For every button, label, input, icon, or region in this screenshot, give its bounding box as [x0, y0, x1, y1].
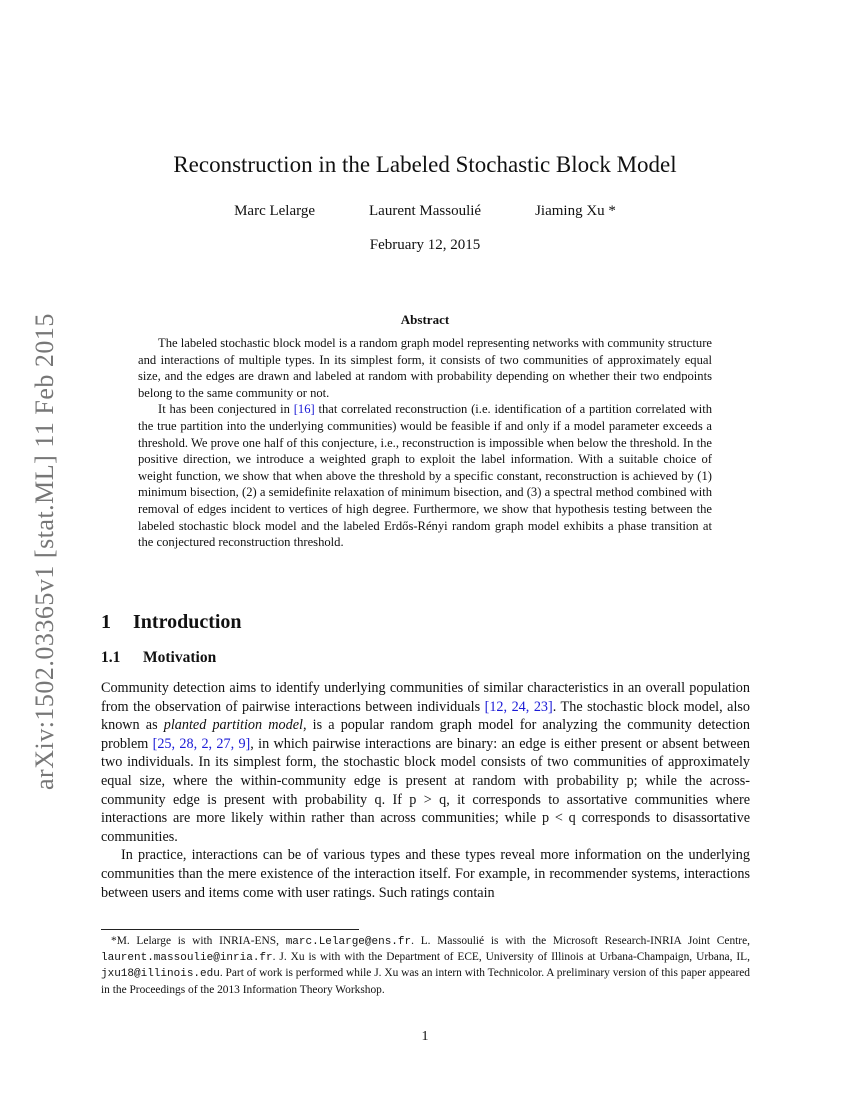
arxiv-identifier	[22, 290, 62, 790]
section-heading	[101, 611, 242, 634]
page-number: 1	[421, 1029, 429, 1044]
citation-link[interactable]: [16]	[293, 402, 315, 417]
footnote-rule	[101, 929, 359, 930]
citation-link[interactable]: [25, 28, 2, 27, 9]	[152, 735, 251, 752]
email-address: marc.Lelarge@ens.fr	[285, 936, 412, 948]
footnote-paragraph	[101, 934, 750, 998]
abstract-heading: Abstract	[400, 312, 450, 327]
body-text-run: . The stochastic block model, also known as	[101, 698, 750, 734]
abstract-text: that correlated reconstruction (i.e. identification of a partition correlated with the true partition into the underlying communities) would be feasible if and only if a model parameter exceeds a threshold. We prove one half of this conjecture, i.e., reconstruction is impossible when below the threshold. In the positive direction, we introduce a weighted graph to exploit the label information. With a suitable choice of weight function, we show that when above the threshold by a specific constant, reconstruction is achieved by (1) minimum bisection, (2) a semidefinite relaxation of minimum bisection, and (3) a spectral method combined with removal of edges incident to vertices of high degree. Furthermore, we show that hypothesis testing between the labeled stochastic block model and the labeled Erdős-Rényi random graph model exhibits a phase transition at the conjectured reconstruction threshold.	[138, 402, 713, 550]
author-name: Marc Lelarge	[234, 203, 316, 219]
author-name: Jiaming Xu *	[535, 203, 616, 219]
abstract-paragraph	[138, 401, 712, 550]
body-text-run: , in which pairwise interactions are binary: an edge is either present or absent between two individuals. In its simplest form, the stochastic block model consists of two communities of approximately equal size, where the within-community edge is present at random with probability p; while the across-community edge is present with probability q. If p > q, it corresponds to assortative communities where interactions are more likely within rather than across communities; while p < q corresponds to disassortative communities.	[101, 735, 750, 845]
abstract-paragraph: The labeled stochastic block model is a random graph model representing networks with community structure and interactions of multiple types. In its simplest form, it consists of two communities of approximately equal size, and the edges are drawn and labeled at random with probability depending on whether their two endpoints belong to the same community or not.	[138, 336, 712, 400]
publication-date: February 12, 2015	[369, 237, 481, 253]
footnote-text: *M. Lelarge is with INRIA-ENS,	[111, 935, 286, 947]
abstract-text: It has been conjectured in	[158, 402, 294, 417]
subsection-heading	[101, 649, 216, 667]
author-name: Laurent Massoulié	[369, 203, 482, 219]
section-number: 1	[101, 611, 111, 633]
abstract-body	[138, 335, 712, 551]
footnote-text: . Part of work is performed while J. Xu was an intern with Technicolor. A preliminary version of this paper appeared in the Proceedings of the 2013 Information Theory Workshop.	[101, 967, 750, 996]
body-paragraph	[101, 679, 750, 846]
emphasis-text: planted partition model	[163, 717, 303, 734]
body-text	[101, 679, 750, 902]
citation-link[interactable]: [12, 24, 23]	[484, 698, 553, 715]
section-title: Introduction	[133, 611, 242, 633]
footnote-text: . L. Massoulié is with the Microsoft Research-INRIA Joint Centre,	[411, 935, 751, 947]
paper-title: Reconstruction in the Labeled Stochastic Block Model	[173, 152, 677, 177]
footnote-text: . J. Xu is with with the Department of ECE, University of Illinois at Urbana-Champaign, Urbana, IL,	[272, 951, 750, 964]
email-address: laurent.massoulie@inria.fr	[101, 952, 273, 965]
body-paragraph: In practice, interactions can be of various types and these types reveal more information on the underlying communities than the mere existence of the interaction itself. For example, in recommender systems, interactions between users and items come with user ratings. Such ratings contain	[101, 847, 750, 901]
author-list	[100, 203, 750, 220]
subsection-title: Motivation	[143, 649, 217, 666]
subsection-number: 1.1	[101, 649, 121, 666]
footnote	[101, 934, 750, 998]
arxiv-identifier-text: arXiv:1502.03365v1 [stat.ML] 11 Feb 2015	[30, 313, 59, 790]
body-text-run: , is a popular random graph model for analyzing the community detection problem	[101, 717, 750, 752]
email-address: jxu18@illinois.edu	[101, 968, 220, 981]
body-text-run: Community detection aims to identify underlying communities of similar characteristics in an overall population from the observation of pairwise interactions between individuals	[101, 680, 750, 715]
